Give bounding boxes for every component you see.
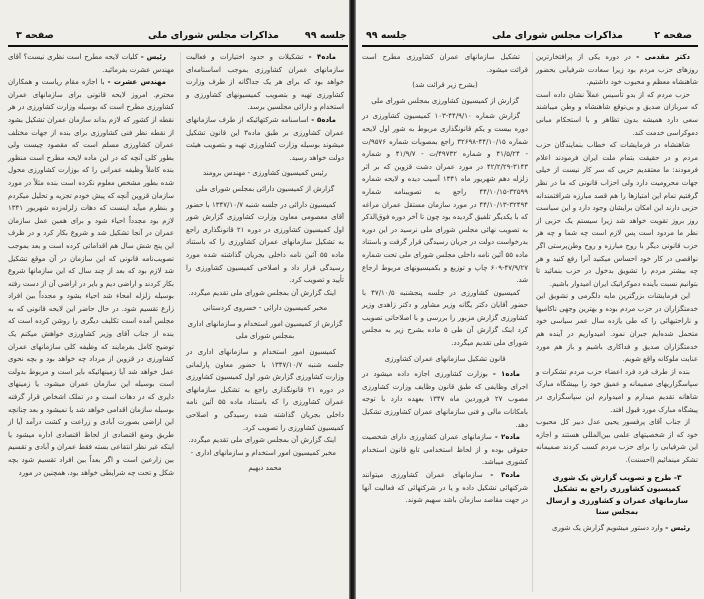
paragraph xyxy=(186,114,344,164)
paragraph-text: گزارش شماره ۴۴/۹/۱۰-۱۰۳ کمیسیون کشاورزی در دوره بیست و یکم قانونگذاری مربوط به شور اول لایحه شماره ۴۴/۱۰/۱۵-۳۲۶۹۸ راجع بمصوبات شماره ۹۵۷۶/ت - ۴۱/۵/۲۴ و شماره ۴۹۷۳۲/ت - ۴۱/۹/۷ و شماره ۳۱۴۳-۴۲/۲/۲۹ در مورد عمران دشت قزوین که بر اثر زلزله دهم شهریور ماه ۱۳۴۱ آسیب دیده و لایحه شماره ۳۲۵۹۹-۴۴/۱۰/۱۵ راجع به تصویبنامه شماره ۳۲۴۹۴-۴۴/۱۰/۱۳ در مورد سازمان مستقل عمران مراغه که با یکدیگر تلفیق گردیده بود چون تا آخر دوره فوق‌الذکر به تصویب نهائی مجلس شورای ملی نرسید در این دوره بدرخواست دولت در جریان رسیدگی قرار گرفت و باستناد ماده ۵۵ آئین نامه داخلی مجلس شورای ملی تحت شماره ۴۷/۹/۲۷-۶۰۹ چاپ و توزیع و بکمیسیونهای مربوط ارجاع شد. xyxy=(362,112,529,285)
page-number: صفحه ۳ xyxy=(16,30,54,41)
paragraph xyxy=(186,346,344,434)
paragraph-text: با اجازه مقام ریاست و همکاران محترم. امروز لایحه قانونی برای سازمانهای عمران کشاورزی مطرح است که بوسیله وزارت کشاورزی در هر نقطه از کشور که لازم بداند سازمان عمران تشکیل بشود از نقطه نظر فنی کشاورزی برای بنده از جهات مختلف عمران کشاورزی مسلم است که مقصود چیست ولی بطور کلی آنچه که در این ماده لایحه مطرح است منظور بنده کاملاً وظیفه عمرانی را که بوزارت کشاورزی محول شده بطور مشخص معلوم نکرده است بنده مثلاً در مورد سازمان قزوین آنچه که پیش خودم تجزیه و تحلیل میکردم و بنظرم میآید اینست که دهات زلزله‌زده شهریور ۱۳۴۱ لازم بود مجدداً احیاء شود و برای همین عمل سازمان عمران در آنجا تشکیل شد و شروع بکار کرد و در ظرف این پنج شش سال هم اقداماتی کرده است و بعد بموجب تصویب‌نامه قانونی که این سازمان در آن موقع تشکیل شد لازم بود که بعد از چند سال که این سازمانها شروع بکار کردند و اراضی دیم و بایر در اراضی آن از دست رفته بوسیله زلزله امحاء شد احیاء بشود و مجدداً بین افراد زارع تقسیم شود. در حال حاضر این لایحه قانونی که به مجلس آمده است تکلیف دیگری را روشن کرده است که بنده از جناب آقای وزیر کشاورزی خواهش میکنم یک توضیح کامل بفرمایند که وظیفه کلی سازمانهای عمران کشاورزی در قزوین از مرداد چه خواهد بود و بچه نحوی عمل خواهد شد آیا زمینهائیکه بایر است و مربوط بدولت است بوسیله این سازمان عمران میشود، یا زمینهای دایری که در دهات است و در تملک اشخاص قرار گرفته بوسیله سازمان اقدامی خواهد شد یا نمیشود و بعد چنانچه این اراضی بصورت آبادی و زراعت و کشت درآمد آیا از طریق وضع اقتصادی از لحاظ اقتصادی اداره میشود یا اینکه غیر نظر انتفاعی بسته فقط عمران و آبادی و تقسیم بین زارعین است و اگر بعداً بین افراد تقسیم شود بچه شکل و تحت چه شرایطی خواهد بود، همچنین در مورد xyxy=(8,78,174,477)
paragraph xyxy=(8,51,174,76)
paragraph xyxy=(362,110,528,286)
page-gutter xyxy=(349,0,356,599)
speaker-label: ماده۱ - xyxy=(492,370,521,379)
speaker-label: مهندس عشرت - xyxy=(107,78,166,87)
paragraph xyxy=(186,447,344,460)
paragraph xyxy=(536,89,698,139)
speaker-label: دکتر مقدمی - xyxy=(636,53,690,61)
paragraph xyxy=(8,76,174,479)
column-divider xyxy=(180,52,181,592)
paragraph-text: سازمانهای عمران کشاورزی میتوانند شرکتهائی تشکیل داده و یا در شرکتهائی که فعالیت آنها در جهت مقاصد سازمان باشد سهیم شوند. xyxy=(362,471,528,505)
paragraph xyxy=(536,139,698,290)
paragraph-text: مخبر کمیسیون دارائی - خسروی کردستانی xyxy=(202,304,328,313)
session-number: جلسه ۹۹ xyxy=(304,30,346,41)
session-number: جلسه ۹۹ xyxy=(366,30,408,41)
centered-line xyxy=(362,95,528,108)
section-heading xyxy=(536,472,698,518)
column-divider xyxy=(532,52,533,592)
publication-title: مذاکرات مجلس شورای ملی xyxy=(148,30,279,41)
text-column xyxy=(186,51,344,478)
paragraph-text: تشکیلات و حدود اختیارات و فعالیت سازمانهای عمران کشاورزی بموجب اساسنامه‌ای خواهد بود که برای هر یک جداگانه از طرف وزارت کشاورزی تهیه و بتصویب کمیسیونهای کشاورزی و استخدام و دارائی مجلسین برسد. xyxy=(186,53,344,112)
paragraph-text: اینک گزارش آن بمجلس شورای ملی تقدیم میگردد. xyxy=(188,436,336,445)
paragraph-text: (بشرح زیر قرائت شد) xyxy=(412,81,478,90)
header-rule xyxy=(362,45,698,47)
centered-line xyxy=(362,353,528,366)
speaker-label: ماده۲ - xyxy=(494,433,521,442)
paragraph-text: مخبر کمیسیون امور استخدام و سازمانهای اداری - xyxy=(190,448,336,457)
paragraph-text: رئیس کمیسیون کشاورزی - مهندس برومند xyxy=(203,169,327,178)
paragraph-text: اساسنامه شرکتهائیکه از طرف سازمانهای عمران کشاورزی بر طبق ماده۳ این قانون تشکیل میشوند بوسیله وزارت کشاورزی تهیه و بتصویب هیئت دولت خواهد رسید. xyxy=(186,115,344,162)
centered-line xyxy=(186,183,344,196)
paragraph xyxy=(536,416,698,466)
paragraph-text: کمیسیون کشاورزی در جلسه پنجشنبه ۴۷/۱۰/۵ با حضور آقایان دکتر یگانه وزیر مشاور و دکتر زاهدی وزیر کشاورزی گزارش مزبور را بررسی و با اصلاحاتی تصویب کرد اینک گزارش آن طی ۵ ماده بشرح زیر به مجلس شورای ملی تقدیم میگردد. xyxy=(362,288,528,348)
paragraph-text: حزب مردم که از بدو تأسیس عملاً نشان داده است که سربازان صدیق و بی‌توقع شاهنشاه و وطن میباشند سعی دارد همیشه بدون تظاهر و با استحکام مبانی دموکراسی خدمت کند. xyxy=(536,90,698,137)
paragraph xyxy=(362,368,528,431)
paragraph-text: بوزارت کشاورزی اجازه داده میشود در اجرای وظایفی که طبق قانون وظایف وزارت کشاورزی مصوب ۲۷ فروردین ماه ۱۳۴۷ بعهده دارد با توجه بامکانات مالی و فنی سازمانهای عمران کشاورزی تشکیل دهد. xyxy=(362,370,528,429)
paragraph-text: محمد دبهیم xyxy=(248,464,282,473)
paragraph xyxy=(362,287,528,350)
paragraph-text: تشکیل سازمانهای عمران کشاورزی مطرح است قرائت میشود. xyxy=(362,53,528,74)
paragraph-text: شاهنشاه در فرمایشات که خطاب بنمایندگان حزب مردم و در حقیقت بتمام ملت ایران فرمودند اعلام فرمودند: ما معتقدیم حزبی که سر کار نیست از خیلی جهات محرومیت دارد ولی احزاب قانونی که ما در نظر گرفتیم تمام این امتیازها را هم قصد مبارزه شرافتمندانه حزبی دارند این امکان برایشان وجود دارد و این سیاست روز بروز تقویت خواهد شد زیرا سیستم یک حزبی از نظر ما مردود است پس لازم است چه شما و چه هر حزب قانونی دیگر با روح مبارزه و روح وطن‌پرستی اگر نواقصی در کار خود احساس میکنید آنرا رفع کنید و هر چه بیشتر مردم را تشویق بدخول در حزب بنمائید تا بتوانیم نسبت بآینده دموکراتیک ایران امیدوار باشیم. xyxy=(536,141,698,288)
paragraph-text: از جناب آقای پرفسور یحیی عدل دبیر کل محبوب خود که از شخصیتهای علمی بین‌المللی هستند و اجازه این شرفیابی را برای حزب مردم کسب کردند صمیمانه تشکر مینمائیم (احسنت). xyxy=(536,418,698,464)
publication-title: مذاکرات مجلس شورای ملی xyxy=(492,30,623,41)
page-header xyxy=(8,30,350,44)
centered-line xyxy=(186,167,344,180)
paragraph-text: اینک گزارش آن بمجلس شورای ملی تقدیم میگردد. xyxy=(188,288,336,297)
paragraph xyxy=(536,51,698,89)
paragraph-text: در دوره یکی از پرافتخارترین روزهای حزب مردم بود زیرا سعادت شرفیابی بحضور شاهنشاه معظم و محبوب خود داشتیم. xyxy=(536,53,698,87)
paragraph-text: کمیسیون دارائی در جلسه شنبه ۱۳۴۷/۱۰/۷ با حضور آقای معصومی معاون وزارت کشاورزی گزارش شور اول کمیسیون کشاورزی در دوره ۲۱ قانونگذاری راجع به تشکیل سازمانهای عمران کشاورزی را که باستناد ماده ۵۵ آئین نامه داخلی بجریان گذاشته شده مورد رسیدگی قرار داد و اصلاحی کمیسیون کشاورزی را تأیید و تصویب کرد. xyxy=(186,200,345,285)
paragraph-text: بنده از طرف فرد فرد اعضاء حزب مردم تشکرات و سپاسگزاریهای صمیمانه و عمیق خود را بپیشگاه مبارک شاهانه تقدیم میدارم و امیدوارم این سپاسگزاری در پیشگاه مبارک مورد قبول افتد. xyxy=(536,367,698,414)
paragraph-text: این فرمایشات بزرگترین مایه دلگرمی و تشویق این خدمتگزاران در حزب مردم بوده و بهترین وجهی ناکامیها و ناراحتیهائی را که طی یازده سال عمر سیاسی خود متحمل شده‌ایم جبران نمود. امیدواریم در آینده هم خدمتگزاران صدیق و فداکاری باشیم و باز هم مورد عنایت ملوکانه واقع شویم. xyxy=(536,292,698,364)
header-rule xyxy=(8,45,348,47)
paragraph xyxy=(536,366,698,416)
centered-line xyxy=(186,462,344,475)
paragraph-text: وارد دستور میشویم گزارش یک شوری xyxy=(552,523,666,532)
paragraph xyxy=(536,290,698,366)
speaker-label: ماده۳ - xyxy=(490,471,520,479)
paragraph-text: قانون تشکیل سازمانهای عمران کشاورزی xyxy=(384,354,506,363)
paragraph-text: کلیات لایحه مطرح است نظری نیست؟ آقای مهندس عشرت بفرمائید. xyxy=(8,53,174,74)
paragraph-text: گزارش از کمیسیون کشاورزی بمجلس شورای ملی xyxy=(371,96,519,105)
paragraph xyxy=(362,51,528,76)
page-number: صفحه ۲ xyxy=(654,30,692,41)
centered-line xyxy=(186,318,344,343)
right-page xyxy=(356,0,704,599)
paragraph xyxy=(362,469,528,507)
centered-line xyxy=(362,79,528,92)
speaker-label: رئیس - xyxy=(140,53,166,61)
speaker-label: ماده۴ - xyxy=(308,53,336,61)
paragraph xyxy=(186,287,344,300)
paragraph xyxy=(362,431,528,469)
text-column xyxy=(536,51,698,534)
paragraph-text: سازمانهای عمران کشاورزی دارای شخصیت حقوقی بوده و از لحاظ استخدامی تابع قانون استخدام کشوری میباشد. xyxy=(362,433,528,467)
paragraph-text: ۳- طرح و تصویب گزارش یک شوری کمیسیون کشاورزی راجع به تشکیل سازمانهای عمران و کشاورزی و ارسال بمجلس سنا xyxy=(545,472,689,517)
paragraph-text: کمیسیون امور استخدام و سازمانهای اداری در جلسه شنبه ۱۳۴۷/۱۰/۷ با حضور معاون پارلمانی وزارت کشاورزی گزارش شور اول کمیسیون کشاورزی در دوره ۲۱ قانونگذاری راجع به تشکیل سازمانهای عمران کشاورزی را که باستناد ماده ۵۵ آئین نامه داخلی بجریان گذاشته شده رسیدگی و اصلاحی کمیسیون کشاورزی را تصویب کرد. xyxy=(186,348,345,432)
speaker-label: ماده۵ - xyxy=(311,115,336,124)
page-header xyxy=(362,30,700,44)
paragraph-text: گزارش از کمیسیون دارائی بمجلس شورای ملی xyxy=(195,184,335,193)
left-page xyxy=(0,0,351,599)
speaker-label: رئیس - xyxy=(665,523,690,532)
paragraph xyxy=(186,199,344,287)
text-column xyxy=(362,51,528,507)
centered-line xyxy=(186,302,344,315)
paragraph xyxy=(186,51,344,114)
paragraph-text: گزارش از کمیسیون امور استخدام و سازمانهای اداری بمجلس شورای ملی xyxy=(187,319,343,341)
text-column xyxy=(8,51,174,479)
paragraph xyxy=(186,434,344,447)
paragraph xyxy=(536,522,698,535)
